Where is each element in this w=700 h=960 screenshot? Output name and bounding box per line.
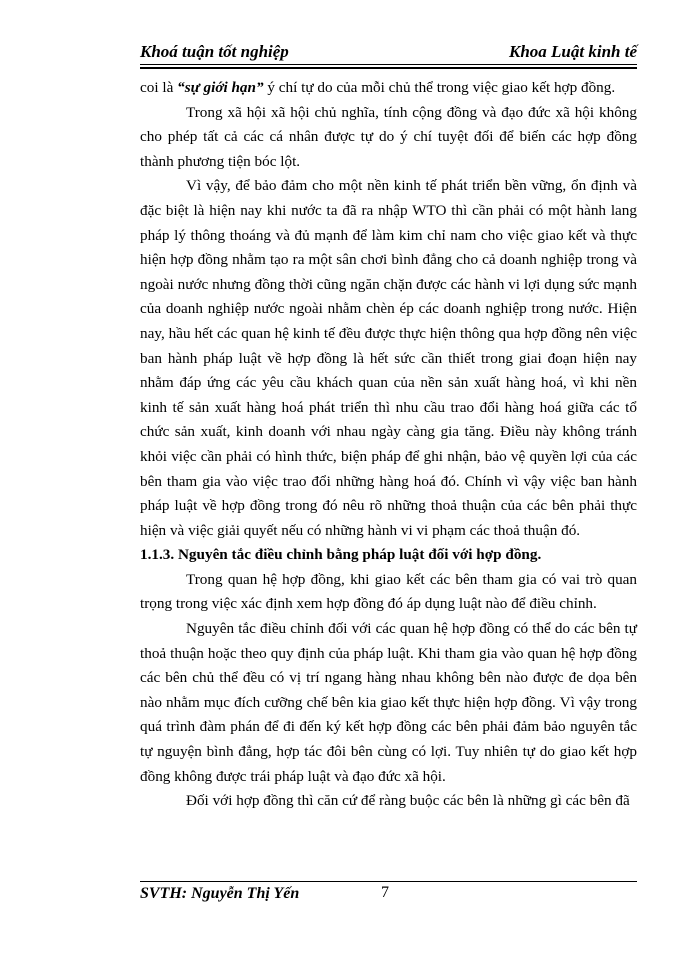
p1-emphasis: “sự giới hạn” — [177, 79, 264, 96]
header-thesis-title: Khoá tuận tốt nghiệp — [140, 42, 289, 61]
paragraph-4: Trong quan hệ hợp đồng, khi giao kết các bên tham gia có vai trò quan trọng trong việc xác định xem hợp đồng đó áp dụng luật nào để điều chỉnh. — [140, 570, 637, 613]
footer-rule — [140, 881, 637, 882]
section-heading: 1.1.3. Nguyên tắc điều chỉnh bằng pháp luật đối với hợp đồng. — [140, 546, 542, 564]
paragraph-3: Vì vậy, để bảo đảm cho một nền kinh tế phát triển bền vững, ổn định và đặc biệt là hiện nay khi nước ta đã ra nhập WTO thì cần phải có một hành lang pháp lý thông thoáng và đủ mạnh để làm kim chỉ nam cho việc giao kết và thực hiện hợp đồng nhằm tạo ra một sân chơi bình đẳng cho cả doanh nghiệp trong và ngoài nước nhưng đồng thời cũng ngăn chặn được các hành vi lợi dụng sức mạnh của doanh nghiệp nước ngoài nhằm chèn ép các doanh nghiệp trong nước. Hiện nay, hầu hết các quan hệ kinh tế đều được thực hiện thông qua hợp đồng nên việc ban hành pháp luật về hợp đồng là hết sức cần thiết trong giai đoạn hiện nay nhằm đáp ứng các yêu cầu khách quan của nền sản xuất hàng hoá, vì khi nền kinh tế sản xuất hàng hoá phát triển thì nhu cầu trao đổi hàng hoá giữa các tổ chức sản xuất, kinh doanh với nhau ngày càng gia tăng. Điều này không tránh khỏi việc cần phải có hình thức, biện pháp để ghi nhận, bảo vệ quyền lợi của các bên tham gia vào việc trao đổi những hàng hoá đó. Chính vì vậy việc ban hành pháp luật về hợp đồng trong đó nêu rõ những thoả thuận của các bên phải thực hiện và việc giải quyết nếu có những hành vi vi phạm các thoả thuận đó. — [140, 177, 637, 539]
paragraph-6: Đối với hợp đồng thì căn cứ để ràng buộc các bên là những gì các bên đã — [186, 792, 630, 810]
paragraph-1 — [140, 76, 637, 101]
header-rule-thick — [140, 67, 637, 69]
page-header — [140, 40, 637, 66]
paragraph-2: Trong xã hội xã hội chủ nghĩa, tính cộng đồng và đạo đức xã hội không cho phép tất cả các cá nhân được tự do ý chí tuyệt đối để biến các hợp đồng thành phương tiện bóc lột. — [140, 103, 637, 170]
page-number: 7 — [381, 884, 389, 901]
header-faculty: Khoa Luật kinh tế — [508, 42, 637, 61]
p1-suffix: ý chí tự do của mỗi chủ thể trong việc giao kết hợp đồng. — [263, 79, 616, 96]
footer-author: SVTH: Nguyễn Thị Yến — [140, 885, 300, 902]
paragraph-5: Nguyên tắc điều chỉnh đối với các quan hệ hợp đồng có thể do các bên tự thoả thuận hoặc theo quy định của pháp luật. Khi tham gia vào quan hệ hợp đồng các bên chủ thể đều có vị trí ngang hàng nhau không bên nào được đe dọa bên nào nhằm mục đích cưỡng chế bên kia giao kết thực hiện hợp đồng. Vì vậy trong quá trình đàm phán để đi đến ký kết hợp đồng các bên phải đảm bảo nguyên tắc tự nguyện bình đẳng, hợp tác đôi bên cùng có lợi. Tuy nhiên tự do giao kết hợp đồng không được trái pháp luật và đạo đức xã hội. — [140, 620, 637, 785]
p1-prefix: coi là — [140, 79, 178, 96]
header-rule-thin — [140, 64, 637, 65]
page-body — [140, 76, 637, 814]
